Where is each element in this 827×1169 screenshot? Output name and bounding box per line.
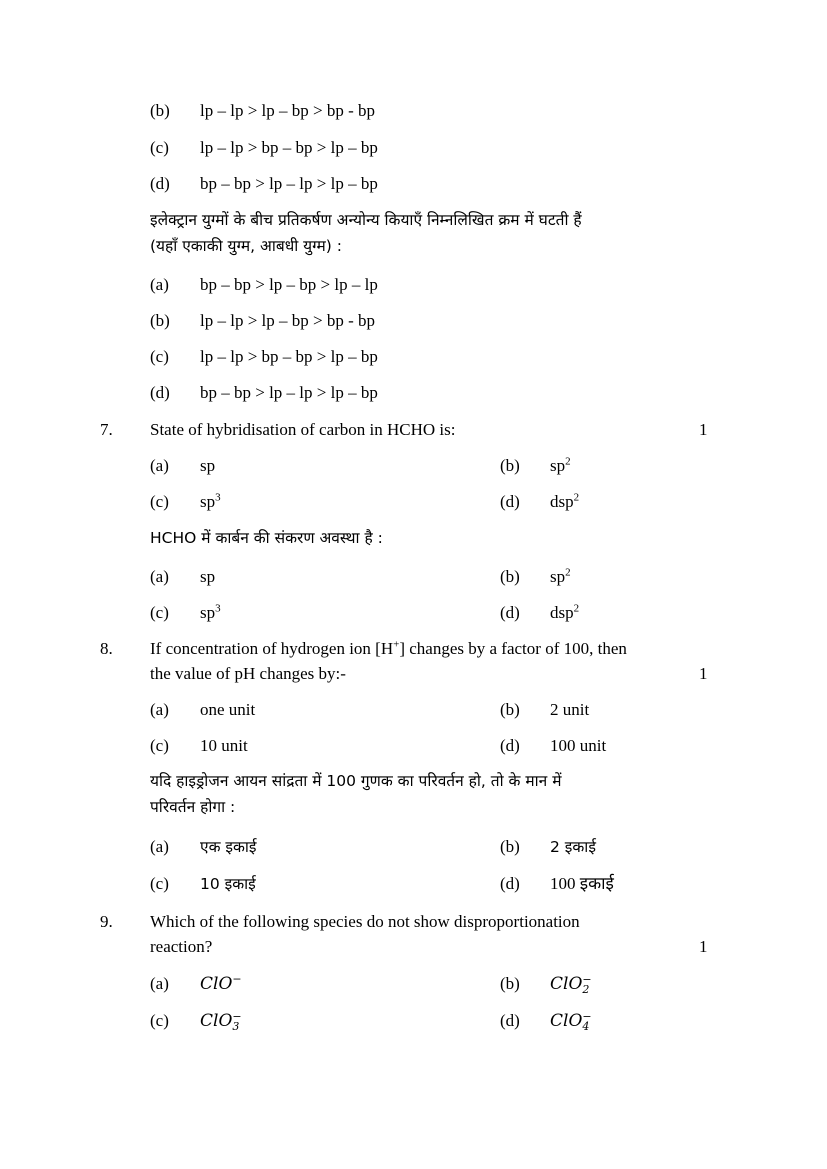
option-label: (b): [500, 567, 520, 586]
option-text: one unit: [200, 700, 256, 719]
option-formula: ClO − 3: [200, 1009, 242, 1033]
option-label: (a): [150, 275, 169, 294]
question-hindi: HCHO में कार्बन की संकरण अवस्था है :: [150, 529, 383, 547]
option-label: (b): [150, 101, 170, 120]
question-number: 9.: [100, 912, 113, 931]
option-text: dsp$^2$: [550, 491, 580, 511]
option-text: 2 इकाई: [550, 838, 596, 856]
option-label: (c): [150, 138, 169, 157]
option-text: lp – lp > lp – bp > bp - bp: [200, 101, 376, 120]
option-label: (a): [150, 456, 169, 475]
option-text: bp – bp > lp – lp > lp – bp: [200, 383, 378, 402]
question-text-line2: reaction?: [150, 937, 213, 956]
option-formula: ClO−: [200, 972, 242, 994]
option-label: (a): [150, 974, 169, 993]
option-text: 2 unit: [550, 700, 590, 719]
option-label: (b): [500, 837, 520, 856]
option-text: 10 इकाई: [200, 875, 256, 893]
option-label: (c): [150, 874, 169, 893]
option-label: (c): [150, 603, 169, 622]
option-text: bp – bp > lp – lp > lp – bp: [200, 174, 378, 193]
option-text: dsp$^2$: [550, 602, 580, 622]
question-hindi-line1: इलेक्ट्रान युग्मों के बीच प्रतिकर्षण अन्योन्य कियाएँ निम्नलिखित क्रम में घटती हैं: [150, 211, 582, 229]
question-marks: 1: [699, 937, 708, 956]
question-hindi-line2: परिवर्तन होगा :: [150, 798, 236, 816]
option-text: sp: [200, 567, 216, 586]
option-formula: ClO − 2: [550, 972, 592, 996]
question-hindi-line1: यदि हाइड्रोजन आयन सांद्रता में 100 गुणक का परिवर्तन हो, तो के मान में: [150, 772, 562, 790]
option-text: $sp^2$: [550, 566, 571, 586]
option-text: 10 unit: [200, 736, 248, 755]
option-label: (d): [500, 1011, 520, 1030]
option-text: $sp^3$: [200, 602, 221, 622]
option-text: 100 unit: [550, 736, 607, 755]
option-label: (d): [500, 874, 520, 893]
option-label: (d): [500, 492, 520, 511]
option-label: (c): [150, 736, 169, 755]
question-marks: 1: [699, 664, 708, 683]
option-label: (a): [150, 700, 169, 719]
option-text: 100 इकाई: [550, 874, 614, 893]
option-label: (b): [500, 456, 520, 475]
option-label: (b): [500, 700, 520, 719]
option-label: (a): [150, 837, 169, 856]
option-label: (c): [150, 492, 169, 511]
option-label: (a): [150, 567, 169, 586]
option-label: (d): [150, 174, 170, 193]
option-label: (d): [500, 736, 520, 755]
question-hindi-line2: (यहाँ एकाकी युग्म, आबधी युग्म) :: [150, 237, 342, 255]
question-text-line1: Which of the following species do not show disproportionation: [150, 912, 580, 931]
option-formula: ClO − 4: [550, 1009, 592, 1033]
option-text: lp – lp > bp – bp > lp – bp: [200, 347, 378, 366]
option-label: (d): [150, 383, 170, 402]
option-text: lp – lp > lp – bp > bp - bp: [200, 311, 376, 330]
question-number: 8.: [100, 639, 113, 658]
option-text: $sp^2$: [550, 455, 571, 475]
question-text-line1: If concentration of hydrogen ion [H+] changes by a factor of 100, then: [150, 638, 627, 658]
option-text: sp: [200, 456, 216, 475]
option-label: (b): [150, 311, 170, 330]
option-text: bp – bp > lp – bp > lp – lp: [200, 275, 378, 294]
option-text: एक इकाई: [200, 838, 257, 856]
option-label: (c): [150, 1011, 169, 1030]
option-label: (b): [500, 974, 520, 993]
question-marks: 1: [699, 420, 708, 439]
option-label: (c): [150, 347, 169, 366]
question-text: State of hybridisation of carbon in HCHO is:: [150, 420, 456, 439]
question-number: 7.: [100, 420, 113, 439]
option-text: lp – lp > bp – bp > lp – bp: [200, 138, 378, 157]
option-label: (d): [500, 603, 520, 622]
question-text-line2: the value of pH changes by:-: [150, 664, 346, 683]
option-text: $sp^3$: [200, 491, 221, 511]
